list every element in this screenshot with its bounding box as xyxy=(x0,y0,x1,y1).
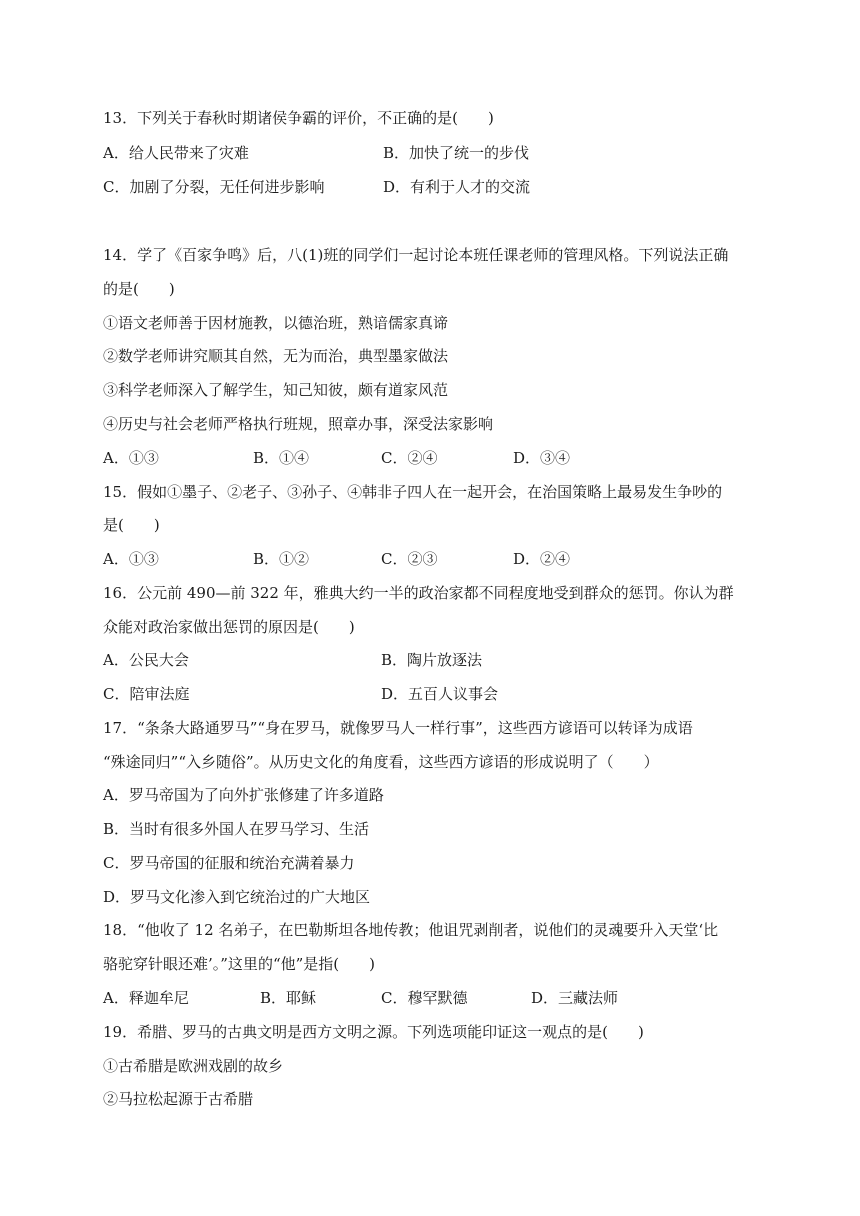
question-stem: 14．学了《百家争鸣》后，八(1)班的同学们一起讨论本班任课老师的管理风格。下列说法正确 xyxy=(103,246,729,264)
question-stem: 19．希腊、罗马的古典文明是西方文明之源。下列选项能印证这一观点的是( ) xyxy=(103,1023,644,1041)
option-d: D．五百人议事会 xyxy=(381,685,499,703)
option-d: D．三藏法师 xyxy=(531,989,619,1007)
option-c: C．穆罕默德 xyxy=(381,989,468,1007)
option-b: B．①② xyxy=(253,550,310,568)
question-stem-continued: 是( ) xyxy=(103,516,160,534)
option-b: B．①④ xyxy=(253,449,310,467)
option-d: D．有利于人才的交流 xyxy=(383,178,531,196)
question-stem: 15．假如①墨子、②老子、③孙子、④韩非子四人在一起开会，在治国策略上最易发生争吵的 xyxy=(103,483,723,501)
question-stem: 18．“他收了 12 名弟子，在巴勒斯坦各地传教；他诅咒剥削者，说他们的灵魂要升入天堂‘比 xyxy=(103,921,719,939)
option-b: B．当时有很多外国人在罗马学习、生活 xyxy=(103,820,370,838)
question-stem: 17．“条条大路通罗马”“身在罗马，就像罗马人一样行事”，这些西方谚语可以转译为成语 xyxy=(103,719,693,737)
question-stem-continued: 的是( ) xyxy=(103,280,175,298)
option-a: A．①③ xyxy=(103,449,159,467)
statement-2: ②数学老师讲究顺其自然，无为而治，典型墨家做法 xyxy=(103,347,449,365)
question-stem-continued: “殊途同归”“入乡随俗”。从历史文化的角度看，这些西方谚语的形成说明了（ ） xyxy=(103,753,659,771)
statement-2: ②马拉松起源于古希腊 xyxy=(103,1090,254,1108)
option-a: A．公民大会 xyxy=(103,651,189,669)
option-c: C．罗马帝国的征服和统治充满着暴力 xyxy=(103,854,355,872)
option-b: B．陶片放逐法 xyxy=(381,651,483,669)
option-c: C．②④ xyxy=(381,449,438,467)
question-stem: 16．公元前 490—前 322 年，雅典大约一半的政治家都不同程度地受到群众的惩罚。你认为群 xyxy=(103,584,734,602)
option-c: C．加剧了分裂，无任何进步影响 xyxy=(103,178,325,196)
option-a: A．释迦牟尼 xyxy=(103,989,189,1007)
question-stem-continued: 骆驼穿针眼还难’。”这里的“他”是指( ) xyxy=(103,955,375,973)
option-a: A．①③ xyxy=(103,550,159,568)
option-b: B．加快了统一的步伐 xyxy=(383,144,530,162)
option-a: A．罗马帝国为了向外扩张修建了许多道路 xyxy=(103,786,384,804)
question-stem: 13．下列关于春秋时期诸侯争霸的评价，不正确的是( ) xyxy=(103,109,494,127)
statement-3: ③科学老师深入了解学生，知己知彼，颇有道家风范 xyxy=(103,381,449,399)
statement-4: ④历史与社会老师严格执行班规，照章办事，深受法家影响 xyxy=(103,415,494,433)
option-c: C．陪审法庭 xyxy=(103,685,190,703)
statement-1: ①古希腊是欧洲戏剧的故乡 xyxy=(103,1057,284,1075)
option-a: A．给人民带来了灾难 xyxy=(103,144,249,162)
option-d: D．罗马文化渗入到它统治过的广大地区 xyxy=(103,888,371,906)
question-stem-continued: 众能对政治家做出惩罚的原因是( ) xyxy=(103,618,355,636)
option-b: B．耶稣 xyxy=(260,989,317,1007)
option-d: D．②④ xyxy=(513,550,571,568)
option-d: D．③④ xyxy=(513,449,571,467)
statement-1: ①语文老师善于因材施教，以德治班，熟谙儒家真谛 xyxy=(103,314,449,332)
option-c: C．②③ xyxy=(381,550,438,568)
